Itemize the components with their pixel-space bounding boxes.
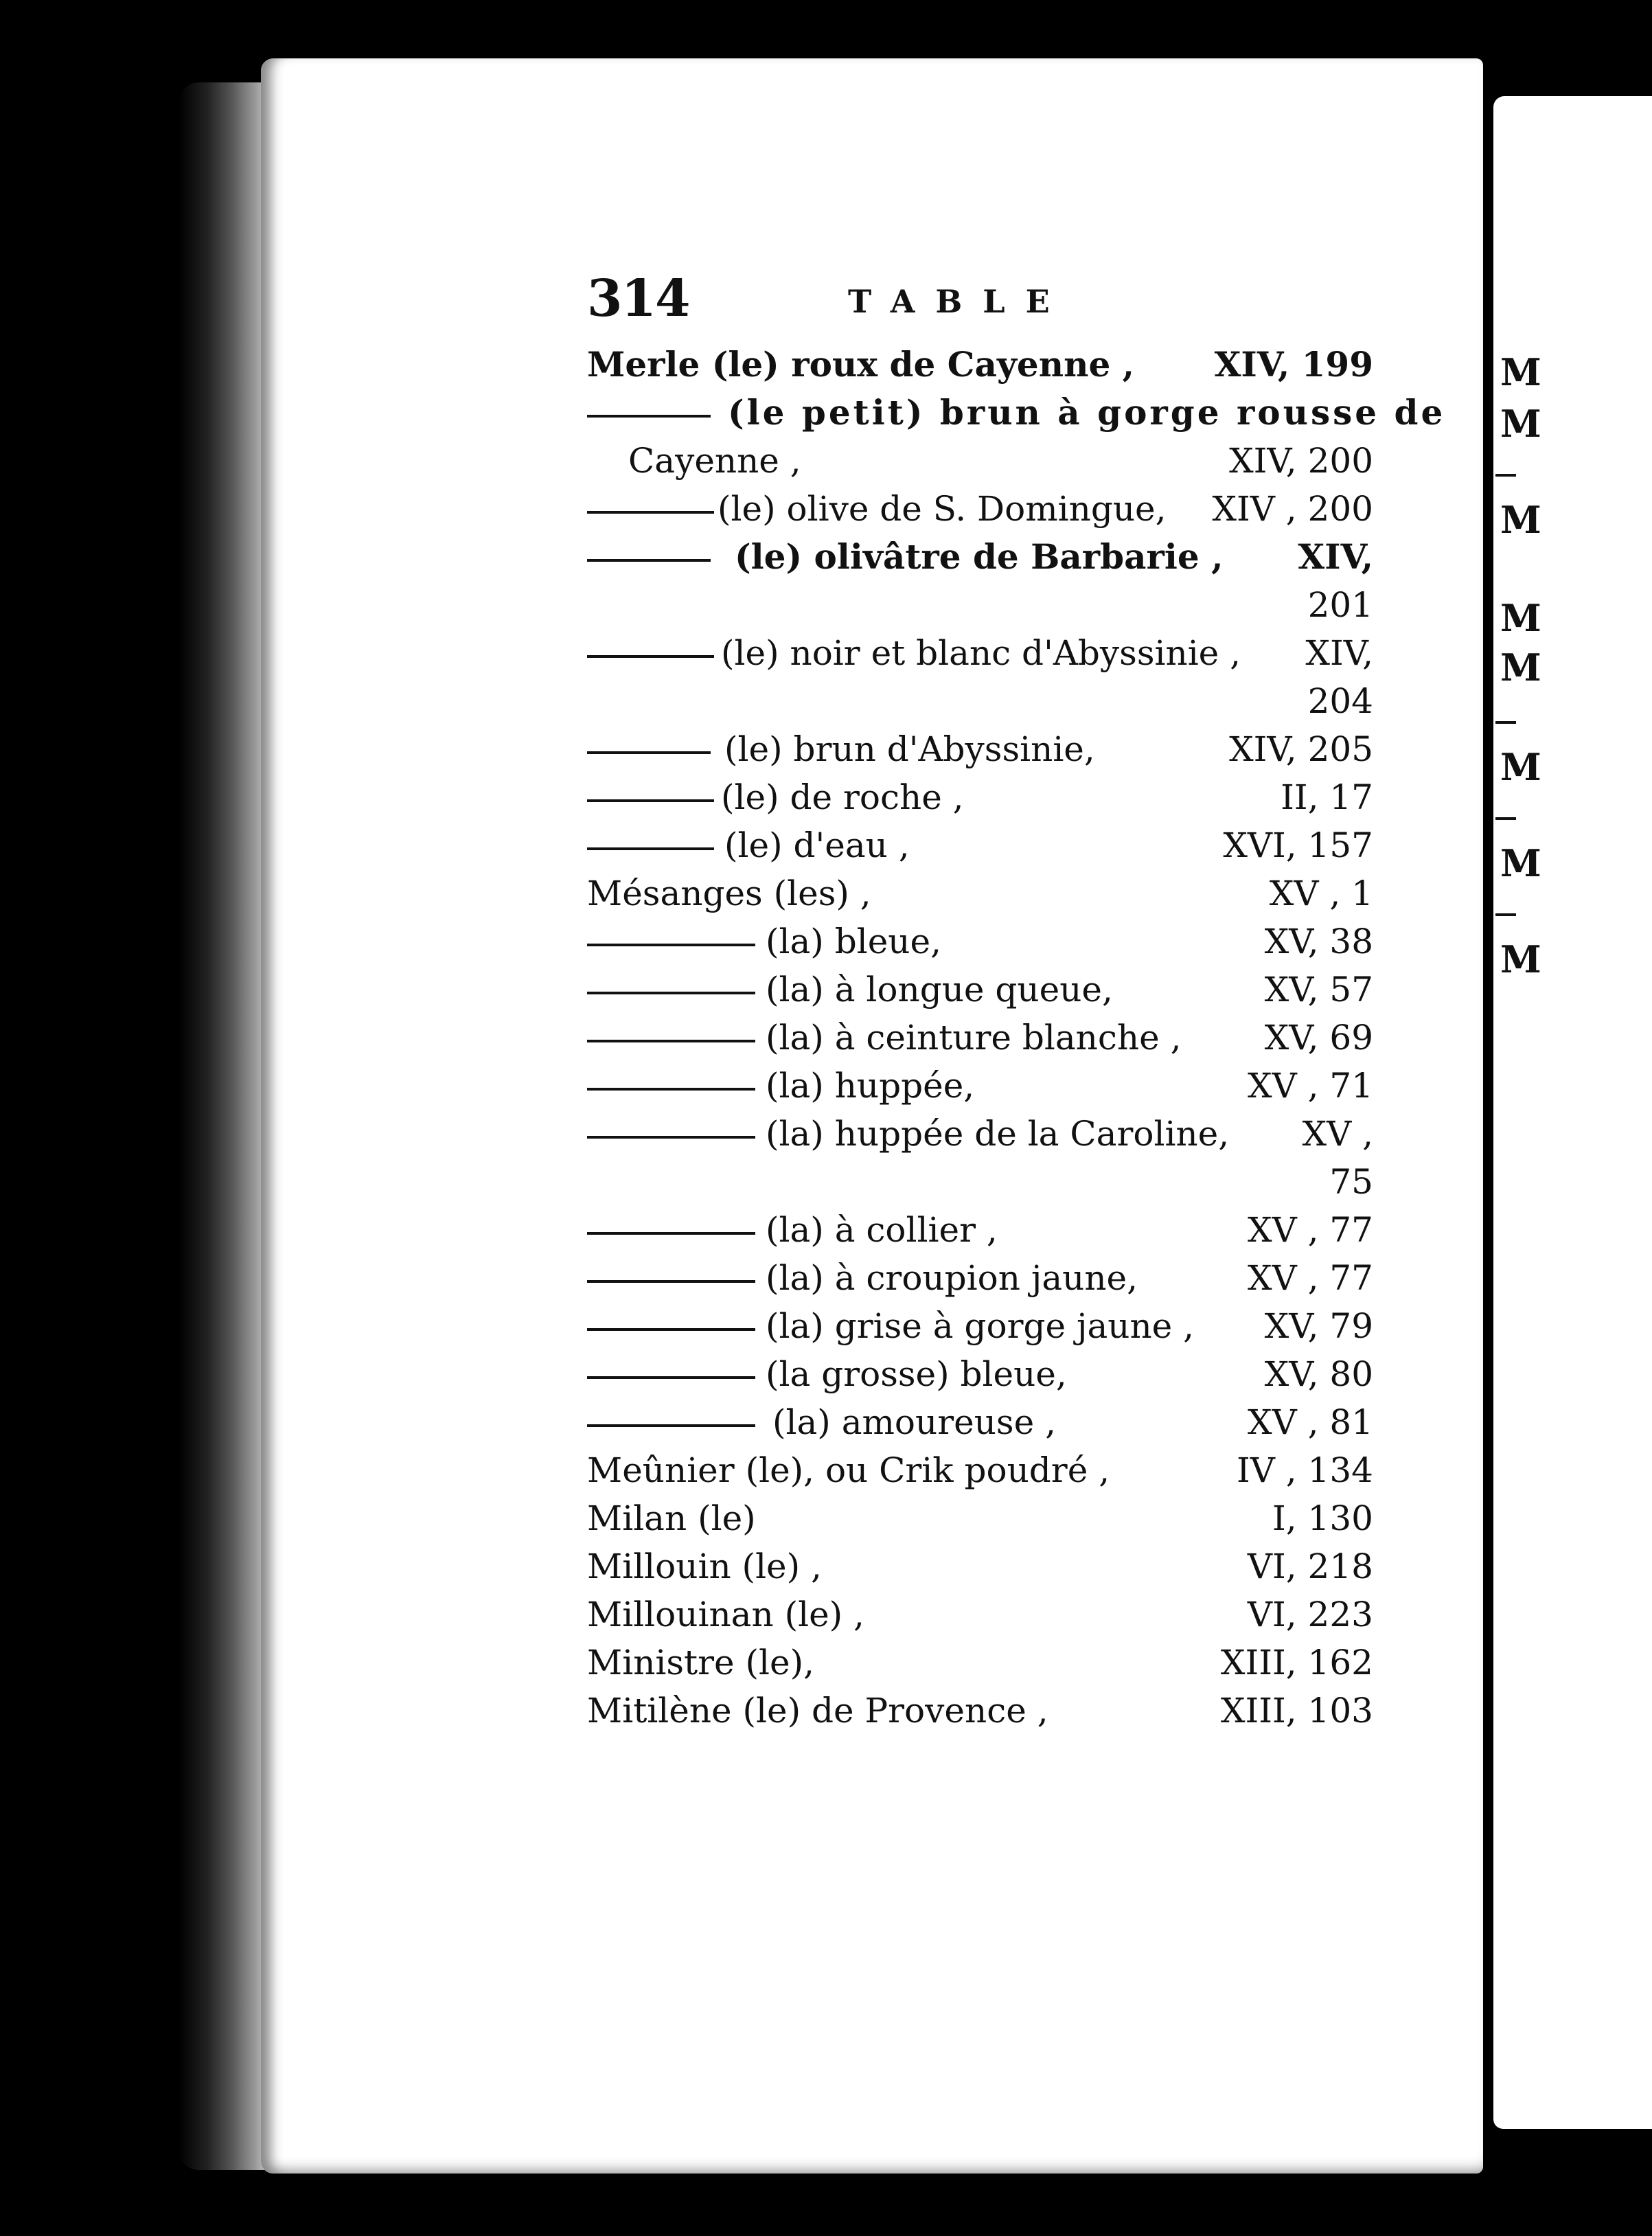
index-entry xyxy=(587,342,1373,387)
entry-label: (le) olivâtre de Barbarie , xyxy=(735,536,1224,577)
ditto-dash xyxy=(587,1376,755,1379)
ditto-dash xyxy=(587,1136,755,1139)
facing-page-letter: M xyxy=(1500,937,1541,981)
facing-page xyxy=(1493,96,1652,2129)
index-entry xyxy=(587,486,1373,532)
entry-label: (le) brun d'Abyssinie, xyxy=(724,729,1095,769)
entry-label: (le) olive de S. Domingue, xyxy=(718,489,1167,529)
index-entry xyxy=(587,1015,1373,1060)
entry-reference: XIV, xyxy=(1298,536,1373,577)
index-entry xyxy=(587,1688,1373,1733)
ditto-dash xyxy=(587,511,714,514)
index-entry xyxy=(587,1207,1373,1253)
ditto-dash xyxy=(587,799,714,802)
index-entry xyxy=(587,438,1373,483)
entry-label: (la) à longue queue, xyxy=(766,970,1113,1009)
entry-label: (le petit) brun à gorge rousse de xyxy=(728,392,1446,433)
page-title: TABLE xyxy=(848,283,1070,320)
index-entry xyxy=(587,1544,1373,1589)
facing-page-letter: M xyxy=(1500,646,1541,689)
ditto-dash xyxy=(587,847,714,850)
facing-page-dash xyxy=(1495,913,1516,916)
ditto-dash xyxy=(587,1232,755,1235)
facing-page-letter: M xyxy=(1500,841,1541,885)
index-entry xyxy=(587,1111,1373,1156)
entry-label: Cayenne , xyxy=(628,441,801,481)
index-entry xyxy=(587,727,1373,772)
entry-label: (la) à croupion jaune, xyxy=(766,1258,1138,1298)
facing-page-dash xyxy=(1495,721,1516,724)
facing-page-letter: M xyxy=(1500,596,1541,640)
index-entry xyxy=(587,630,1373,676)
running-head xyxy=(587,269,1370,331)
entry-reference: XV , 77 xyxy=(1247,1210,1373,1250)
page-number: 314 xyxy=(587,269,689,328)
entry-reference: XIII, 162 xyxy=(1220,1643,1373,1682)
index-entry xyxy=(587,823,1373,868)
ditto-dash xyxy=(587,992,755,994)
index-entry-continued xyxy=(587,1159,1373,1205)
ditto-dash xyxy=(587,1040,755,1042)
ditto-dash xyxy=(587,1424,755,1427)
entry-reference: XIV, xyxy=(1305,633,1373,673)
entry-label: (la) amoureuse , xyxy=(772,1402,1056,1442)
index-entry xyxy=(587,919,1373,964)
entry-label: Millouinan (le) , xyxy=(587,1595,864,1634)
entry-reference: VI, 223 xyxy=(1247,1595,1373,1634)
facing-page-dash xyxy=(1495,817,1516,820)
entry-reference: VI, 218 xyxy=(1247,1547,1373,1586)
entry-reference: XIV , 200 xyxy=(1212,489,1373,529)
facing-page-letter: M xyxy=(1500,745,1541,789)
entry-label: (le) d'eau , xyxy=(724,825,910,865)
index-entry-continued xyxy=(587,678,1373,724)
ditto-dash xyxy=(587,655,714,658)
index-entry xyxy=(587,1063,1373,1108)
ditto-dash xyxy=(587,1328,755,1331)
entry-reference: XV , xyxy=(1302,1114,1373,1154)
entry-label: Merle (le) roux de Cayenne , xyxy=(587,344,1135,385)
ditto-dash xyxy=(587,944,755,946)
entry-label: (la) huppée, xyxy=(766,1066,975,1106)
ditto-dash xyxy=(587,751,711,754)
entry-reference: XIV, 199 xyxy=(1214,344,1373,385)
index-entry xyxy=(587,1255,1373,1301)
entry-reference: XV , 77 xyxy=(1247,1258,1373,1298)
index-entry xyxy=(587,1592,1373,1637)
ditto-dash xyxy=(587,415,711,418)
entry-reference: XV , 81 xyxy=(1247,1402,1373,1442)
index-entry xyxy=(587,967,1373,1012)
facing-page-letter: M xyxy=(1500,498,1541,542)
entry-reference: XIII, 103 xyxy=(1220,1691,1373,1731)
entry-reference: 75 xyxy=(1329,1162,1373,1202)
entry-reference: XIV, 200 xyxy=(1229,441,1373,481)
entry-label: (la) grise à gorge jaune , xyxy=(766,1306,1195,1346)
entry-label: Meûnier (le), ou Crik poudré , xyxy=(587,1450,1110,1490)
index-entry xyxy=(587,1448,1373,1493)
ditto-dash xyxy=(587,1280,755,1283)
entry-reference: XV, 80 xyxy=(1264,1354,1373,1394)
facing-page-dash xyxy=(1495,474,1516,477)
index-entry xyxy=(587,1400,1373,1445)
entry-label: (la) à ceinture blanche , xyxy=(766,1018,1182,1058)
index-entry xyxy=(587,390,1446,435)
entry-label: (le) de roche , xyxy=(721,777,964,817)
index-entry xyxy=(587,1351,1373,1397)
index-entry xyxy=(587,1640,1373,1685)
entry-reference: XVI, 157 xyxy=(1223,825,1373,865)
index-entry xyxy=(587,1303,1373,1349)
ditto-dash xyxy=(587,1088,755,1091)
entry-reference: XV , 1 xyxy=(1269,874,1373,913)
index-entry-continued xyxy=(587,582,1373,628)
entry-label: (la) à collier , xyxy=(766,1210,998,1250)
entry-reference: 204 xyxy=(1307,681,1373,721)
entry-label: (la grosse) bleue, xyxy=(766,1354,1067,1394)
entry-reference: XIV, 205 xyxy=(1229,729,1373,769)
entry-reference: XV , 71 xyxy=(1247,1066,1373,1106)
index-entry xyxy=(587,775,1373,820)
entry-label: (la) huppée de la Caroline, xyxy=(766,1114,1230,1154)
entry-label: Millouin (le) , xyxy=(587,1547,822,1586)
facing-page-letter: M xyxy=(1500,402,1541,446)
entry-reference: IV , 134 xyxy=(1237,1450,1373,1490)
book-edge xyxy=(179,82,275,2170)
index-entry xyxy=(587,871,1373,916)
entry-label: Mitilène (le) de Provence , xyxy=(587,1691,1048,1731)
entry-label: (la) bleue, xyxy=(766,922,941,961)
entry-reference: I, 130 xyxy=(1272,1498,1373,1538)
entry-reference: XV, 38 xyxy=(1264,922,1373,961)
entry-label: (le) noir et blanc d'Abyssinie , xyxy=(721,633,1241,673)
facing-page-letter: M xyxy=(1500,350,1541,394)
index-entry xyxy=(587,1496,1373,1541)
entry-label: Mésanges (les) , xyxy=(587,874,871,913)
ditto-dash xyxy=(587,559,711,562)
entry-reference: XV, 69 xyxy=(1264,1018,1373,1058)
entry-reference: II, 17 xyxy=(1281,777,1373,817)
entry-label: Milan (le) xyxy=(587,1498,756,1538)
entry-reference: 201 xyxy=(1307,585,1373,625)
entry-reference: XV, 57 xyxy=(1264,970,1373,1009)
entry-reference: XV, 79 xyxy=(1264,1306,1373,1346)
entry-label: Ministre (le), xyxy=(587,1643,815,1682)
index-entry xyxy=(587,534,1373,580)
